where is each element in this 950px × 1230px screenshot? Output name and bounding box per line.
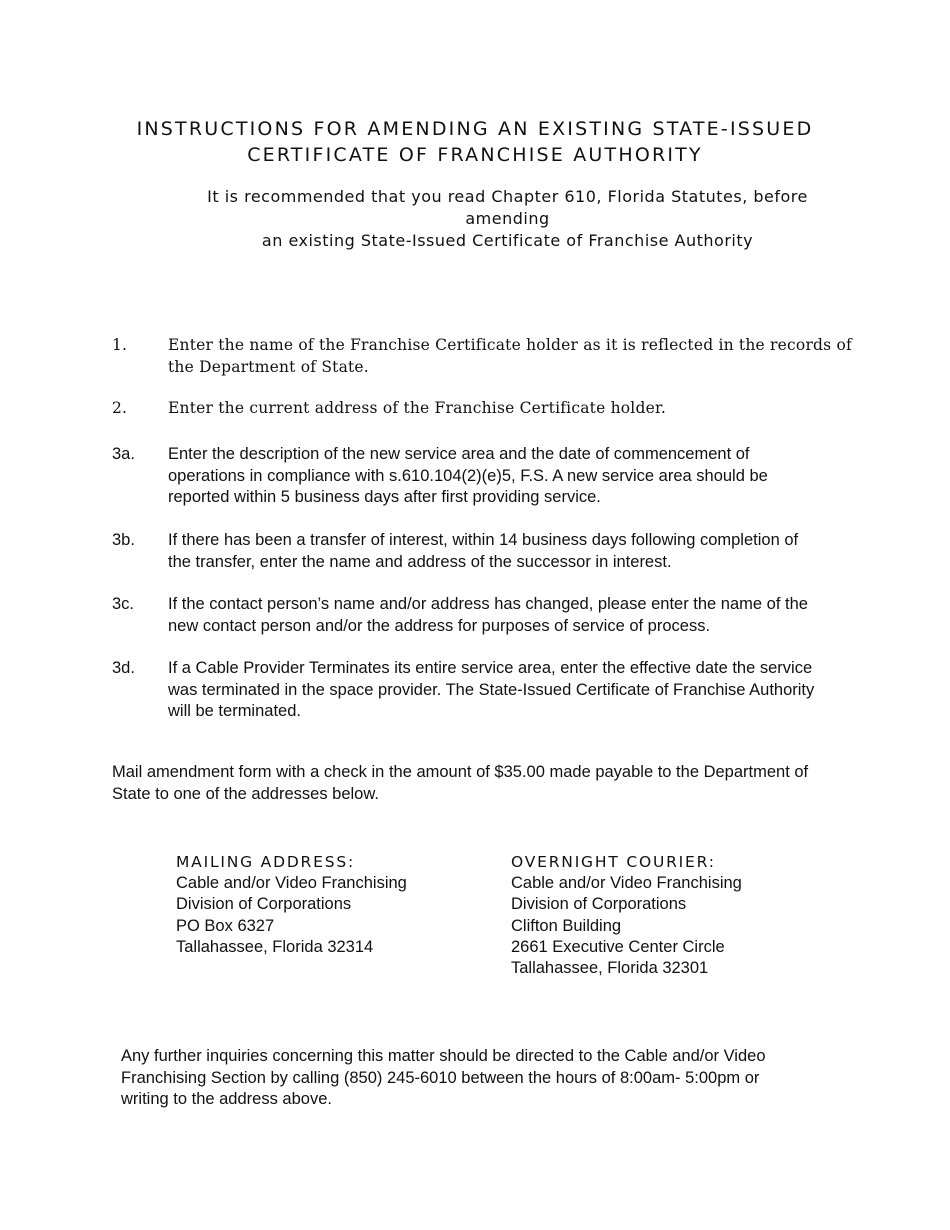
instruction-item-3b [112, 530, 852, 573]
instruction-text-line: will be terminated. [168, 702, 301, 720]
instruction-item-3d [112, 658, 872, 723]
inquiry-note [121, 1046, 811, 1111]
mailing-address-block [176, 852, 407, 958]
subtitle-line-2: an existing State-Issued Certificate of Franchise Authority [261, 231, 754, 250]
courier-address-heading: OVERNIGHT COURIER: [511, 853, 716, 871]
instruction-text-line: reported within 5 business days after first providing service. [168, 488, 601, 506]
title-line-2: CERTIFICATE OF FRANCHISE AUTHORITY [247, 144, 703, 166]
mail-note-line: State to one of the addresses below. [112, 784, 379, 803]
instruction-number: 3d. [112, 659, 135, 677]
address-line: Tallahassee, Florida 32301 [511, 959, 709, 978]
inquiry-line: Franchising Section by calling (850) 245-6010 between the hours of 8:00am- 5:00pm or [121, 1068, 760, 1087]
subtitle-line-1: It is recommended that you read Chapter 610, Florida Statutes, before amending [207, 187, 808, 228]
instruction-number: 3c. [112, 595, 135, 613]
instruction-number: 3a. [112, 445, 135, 463]
recommendation-note [175, 186, 840, 252]
address-line: Clifton Building [511, 916, 622, 935]
instruction-text-line: Enter the name of the Franchise Certificate holder as it is reflected in the records of [168, 336, 852, 354]
mail-note-line: Mail amendment form with a check in the amount of $35.00 made payable to the Department of [112, 763, 809, 781]
address-line: Tallahassee, Florida 32314 [176, 937, 374, 956]
address-line: Division of Corporations [511, 895, 687, 914]
address-line: Cable and/or Video Franchising [176, 874, 407, 893]
page-title [0, 116, 950, 168]
address-line: Cable and/or Video Franchising [511, 874, 742, 893]
instruction-text-line: new contact person and/or the address for purposes of service of process. [168, 616, 711, 635]
inquiry-line: Any further inquiries concerning this matter should be directed to the Cable and/or Video [121, 1047, 766, 1065]
instruction-text-line: Enter the description of the new service area and the date of commencement of [168, 445, 750, 463]
instruction-item-2 [112, 398, 852, 420]
instruction-text-line: Enter the current address of the Franchise Certificate holder. [168, 399, 666, 417]
instruction-number: 3b. [112, 531, 135, 549]
title-line-1: INSTRUCTIONS FOR AMENDING AN EXISTING STATE-ISSUED [136, 118, 814, 140]
instruction-text-line: If the contact person’s name and/or address has changed, please enter the name of the [168, 595, 808, 613]
address-line: Division of Corporations [176, 895, 352, 914]
instruction-text-line: If a Cable Provider Terminates its entire service area, enter the effective date the service [168, 659, 813, 677]
address-line: PO Box 6327 [176, 916, 275, 935]
address-line: 2661 Executive Center Circle [511, 937, 725, 956]
instruction-text-line: the Department of State. [168, 357, 369, 376]
courier-address-block [511, 852, 742, 979]
inquiry-line: writing to the address above. [121, 1090, 332, 1108]
mail-instructions [112, 762, 842, 805]
instruction-number: 2. [112, 399, 128, 417]
instruction-text-line: operations in compliance with s.610.104(2)(e)5, F.S. A new service area should be [168, 466, 768, 485]
instruction-item-3c [112, 594, 852, 637]
instruction-number: 1. [112, 336, 128, 354]
instruction-item-1 [112, 335, 852, 378]
instruction-text-line: If there has been a transfer of interest, within 14 business days following completion of [168, 531, 799, 549]
instruction-item-3a [112, 444, 852, 509]
mailing-address-heading: MAILING ADDRESS: [176, 853, 356, 871]
instruction-text-line: the transfer, enter the name and address of the successor in interest. [168, 552, 672, 571]
instruction-text-line: was terminated in the space provider. The State-Issued Certificate of Franchise Authority [168, 680, 815, 699]
